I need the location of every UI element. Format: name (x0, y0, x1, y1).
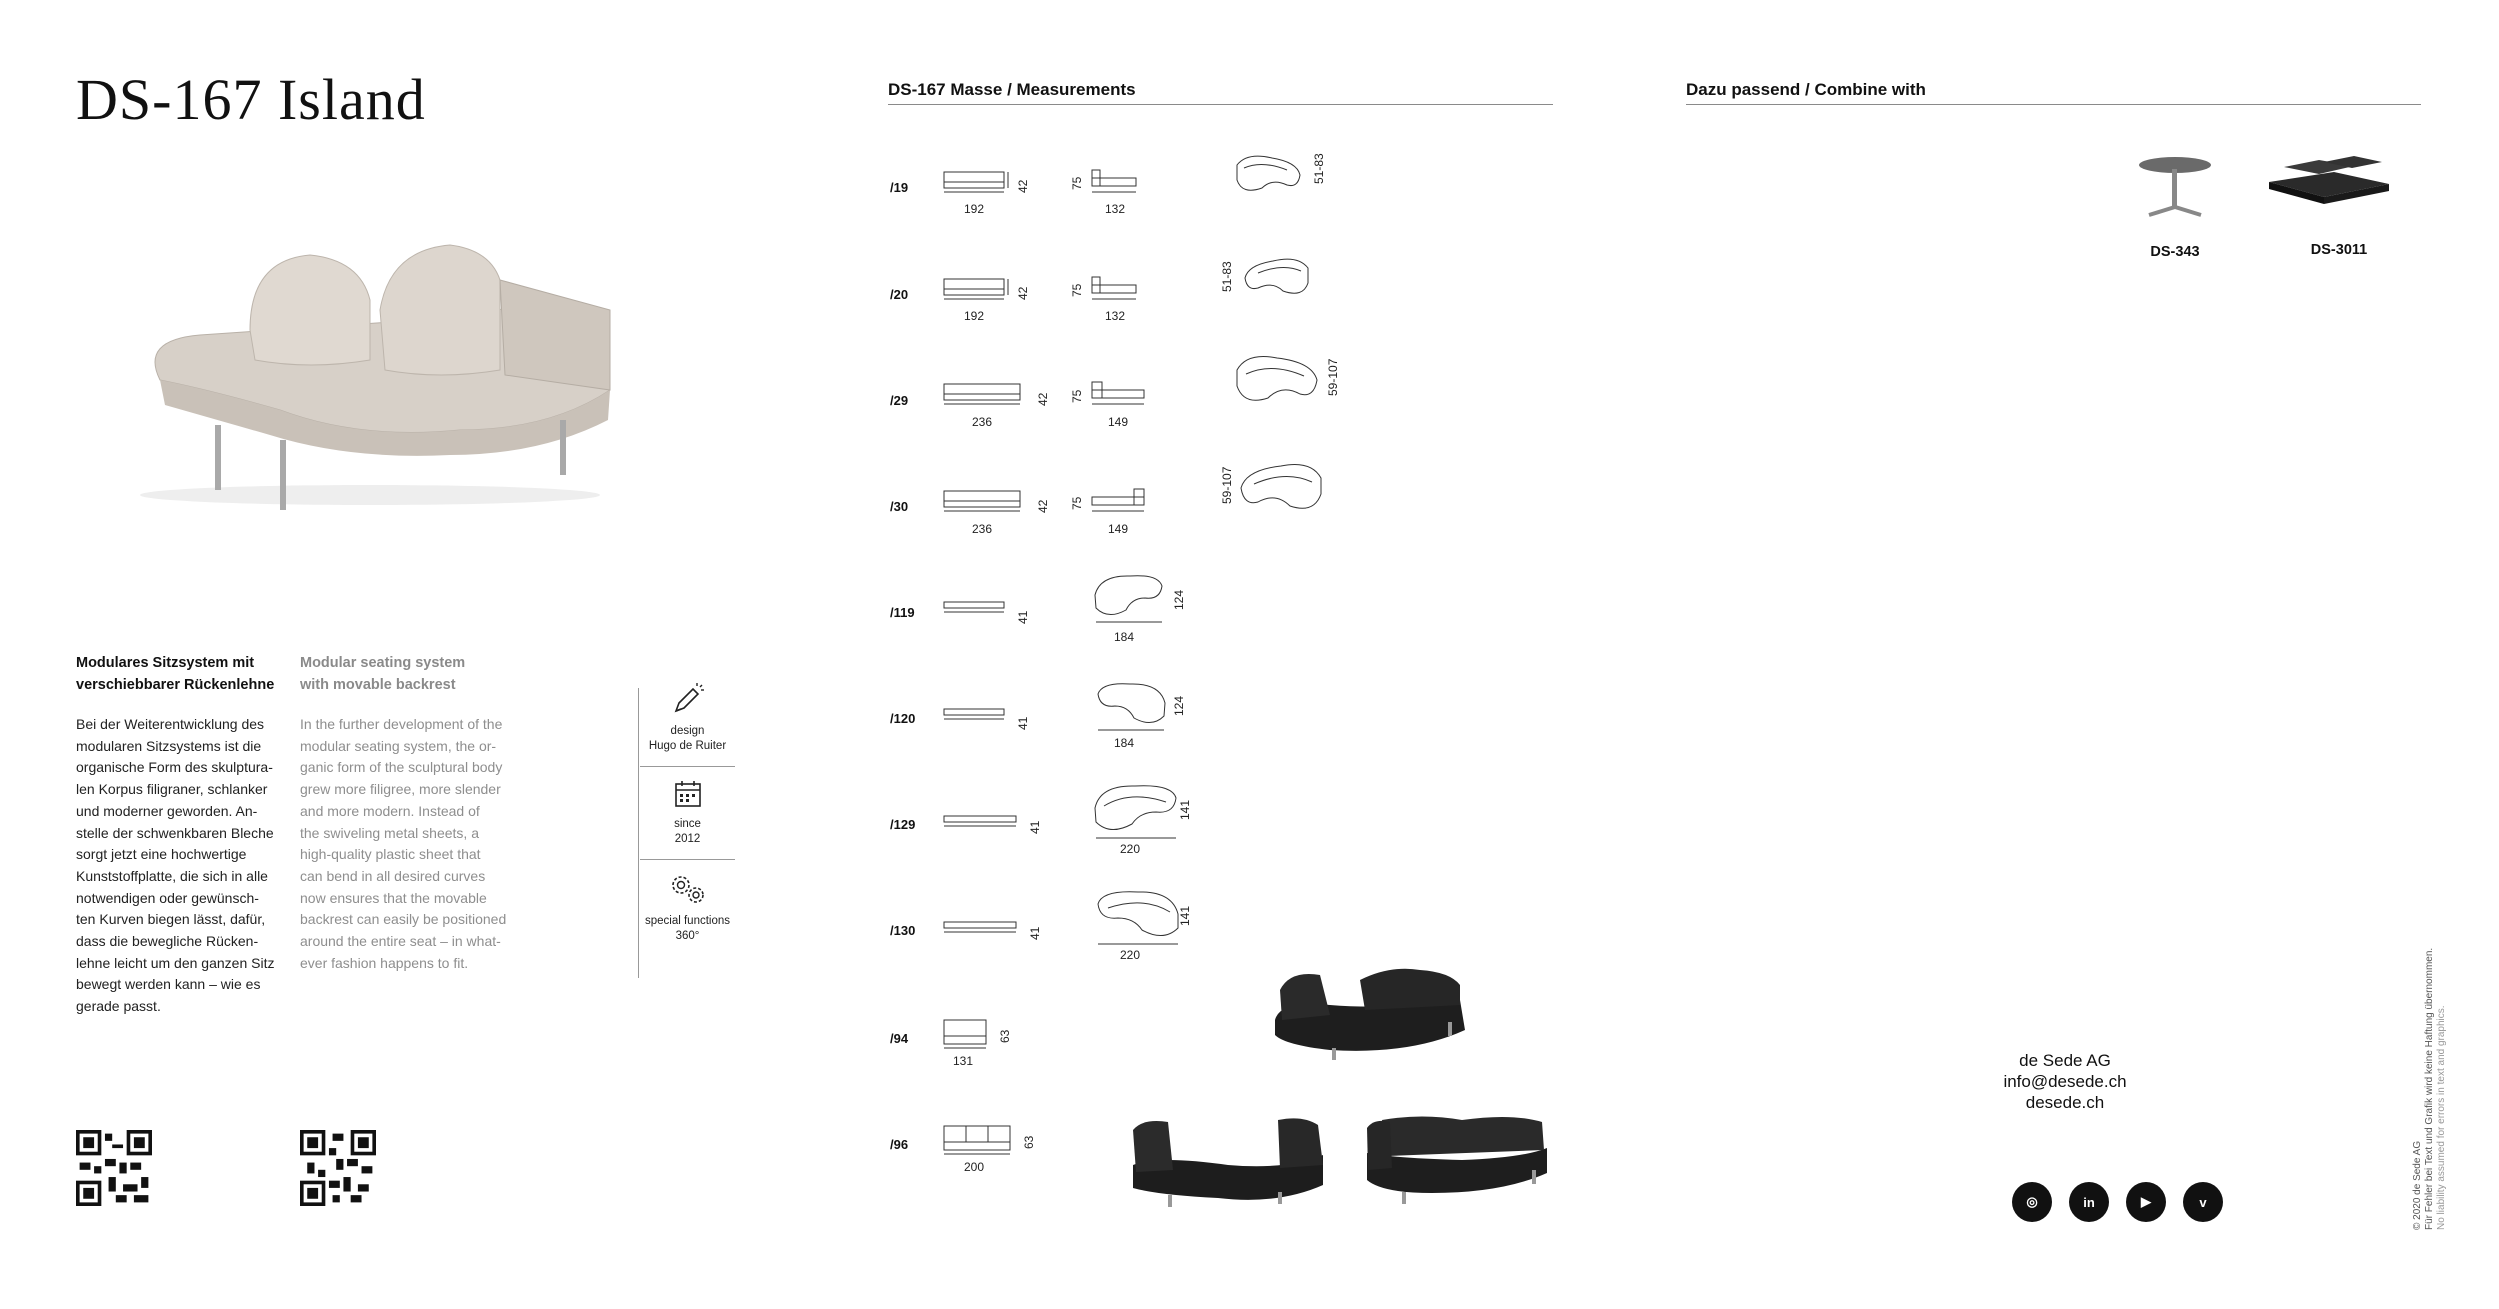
row-code-119: /119 (890, 605, 915, 620)
dim-top-h-119: 124 (1172, 589, 1186, 610)
top-view-20 (1238, 253, 1313, 303)
dim-front-h-19: 42 (1016, 179, 1030, 193)
dim-front-h-30: 42 (1036, 499, 1050, 513)
legal-notice: © 2020 de Sede AG Für Fehler bei Text und Grafik wird keine Haftung übernommen. No liability assumed for errors in text and graphics. (2412, 947, 2447, 1230)
sofa-image-dark-1 (1270, 960, 1470, 1065)
feature-list (640, 682, 735, 944)
dim-top-20: 51-83 (1220, 261, 1234, 292)
dim-front-w-94: 131 (953, 1054, 974, 1068)
dim-front-w-20: 192 (964, 309, 985, 323)
calendar-icon (673, 779, 703, 809)
combine-heading: Dazu passend / Combine with (1686, 80, 2421, 105)
dim-front-h-94: 63 (998, 1029, 1012, 1043)
side-view-29 (1090, 378, 1150, 408)
dim-side-w-30: 149 (1108, 522, 1129, 536)
intro-heading-en: Modular seating system with movable backrest (300, 655, 466, 693)
top-view-129 (1090, 780, 1185, 842)
contact-block (1900, 1050, 2230, 1113)
dim-top-w-120: 184 (1114, 736, 1135, 750)
hero-sofa-image (120, 240, 630, 520)
front-view-129 (942, 812, 1022, 832)
feature-since: since 2012 (640, 779, 735, 847)
dim-top-19: 51-83 (1312, 153, 1326, 184)
intro-heading-de: Modulares Sitzsystem mit verschiebbarer Rückenlehne (76, 655, 275, 693)
dim-side-h-30: 75 (1070, 496, 1084, 510)
feature-special: special functions 360° (640, 872, 735, 944)
row-code-94: /94 (890, 1031, 909, 1046)
row-code-30: /30 (890, 499, 909, 514)
intro-text-de: Bei der Weiterentwicklung des modularen Sitzsystems ist die organische Form des skulptura- len Korpus filigraner, schlanker und moderner geworden. An- stelle der schwenkbaren Bleche sorgt jetzt eine hochwertige Kunststoffplatte, die sich in alle notwendigen oder gewünsch- ten Kurven biegen lässt, dafür, dass die bewegliche Rücken- lehne leicht um den ganzen Sitz bewegt werden kann – wie es gerade passt. (76, 716, 275, 1015)
front-view-19 (942, 166, 1012, 196)
row-code-129: /129 (890, 817, 916, 832)
dim-side-h-20: 75 (1070, 283, 1084, 297)
dim-top-30: 59-107 (1220, 466, 1234, 504)
dim-top-h-130: 141 (1178, 905, 1192, 926)
qr-code-en[interactable] (300, 1130, 376, 1206)
dim-front-h-129: 41 (1028, 820, 1042, 834)
dim-top-w-130: 220 (1120, 948, 1141, 962)
top-view-120 (1090, 678, 1170, 733)
combo-label-ds3011[interactable]: DS-3011 (2310, 242, 2368, 258)
front-view-30 (942, 485, 1032, 515)
dim-front-h-96: 63 (1022, 1135, 1036, 1149)
feature-design: design Hugo de Ruiter (640, 682, 735, 754)
front-view-96 (942, 1124, 1018, 1156)
row-code-19: /19 (890, 180, 909, 195)
top-view-19 (1232, 150, 1307, 200)
dim-front-w-96: 200 (964, 1160, 985, 1174)
contact-email-link[interactable]: info@desede.ch (2003, 1072, 2127, 1091)
side-view-20 (1090, 273, 1140, 303)
dim-front-h-130: 41 (1028, 926, 1042, 940)
qr-code-de[interactable] (76, 1130, 152, 1206)
side-table-image-ds343[interactable] (2135, 155, 2215, 227)
page-title: DS-167 Island (76, 67, 426, 132)
dim-side-h-19: 75 (1070, 176, 1084, 190)
dim-side-w-19: 132 (1105, 202, 1126, 216)
front-view-120 (942, 705, 1012, 725)
top-view-119 (1090, 570, 1170, 625)
front-view-119 (942, 598, 1012, 618)
top-view-130 (1090, 886, 1185, 948)
feature-divider (638, 688, 639, 978)
dim-top-w-129: 220 (1120, 842, 1141, 856)
dim-front-w-29: 236 (972, 415, 993, 429)
dim-top-h-129: 141 (1178, 799, 1192, 820)
instagram-icon[interactable]: ◎ (2012, 1182, 2052, 1222)
dim-front-h-119: 41 (1016, 610, 1030, 624)
dim-front-h-120: 41 (1016, 716, 1030, 730)
dim-front-w-19: 192 (964, 202, 985, 216)
front-view-20 (942, 273, 1012, 303)
pen-icon (671, 682, 705, 716)
dim-front-h-20: 42 (1016, 286, 1030, 300)
side-view-30 (1090, 485, 1150, 515)
combo-label-ds343[interactable]: DS-343 (2150, 244, 2200, 260)
linkedin-icon[interactable]: in (2069, 1182, 2109, 1222)
front-view-94 (942, 1018, 994, 1050)
sofa-image-dark-2 (1128, 1110, 1328, 1210)
dim-side-w-29: 149 (1108, 415, 1129, 429)
measurements-heading: DS-167 Masse / Measurements (888, 80, 1553, 105)
website-link[interactable]: desede.ch (2025, 1093, 2105, 1112)
dim-top-h-120: 124 (1172, 695, 1186, 716)
front-view-29 (942, 378, 1032, 408)
row-code-130: /130 (890, 923, 916, 938)
row-code-20: /20 (890, 287, 909, 302)
dim-top-w-119: 184 (1114, 630, 1135, 644)
row-code-120: /120 (890, 711, 916, 726)
dim-side-h-29: 75 (1070, 389, 1084, 403)
intro-text-en: In the further development of the modular seating system, the or- ganic form of the sculptural body grew more filigree, more slender and more modern. Instead of the swiveling metal sheets, a high-quality plastic sheet that can bend in all desired curves now ensures that the movable backrest can easily be positioned around the entire seat – in what- ever fashion happens to fit. (300, 716, 507, 971)
top-view-30 (1236, 458, 1326, 518)
company-name: de Sede AG (2019, 1051, 2111, 1070)
front-view-130 (942, 918, 1022, 938)
side-view-19 (1090, 166, 1140, 196)
dim-front-w-30: 236 (972, 522, 993, 536)
dim-side-w-20: 132 (1105, 309, 1126, 323)
vimeo-icon[interactable]: v (2183, 1182, 2223, 1222)
dim-top-29: 59-107 (1326, 358, 1340, 396)
top-view-29 (1232, 350, 1322, 410)
dim-front-h-29: 42 (1036, 392, 1050, 406)
sofa-image-dark-3 (1362, 1108, 1552, 1208)
youtube-icon[interactable]: ▶ (2126, 1182, 2166, 1222)
row-code-96: /96 (890, 1137, 909, 1152)
coffee-table-image-ds3011[interactable] (2264, 152, 2394, 217)
gears-icon (668, 872, 708, 906)
row-code-29: /29 (890, 393, 909, 408)
